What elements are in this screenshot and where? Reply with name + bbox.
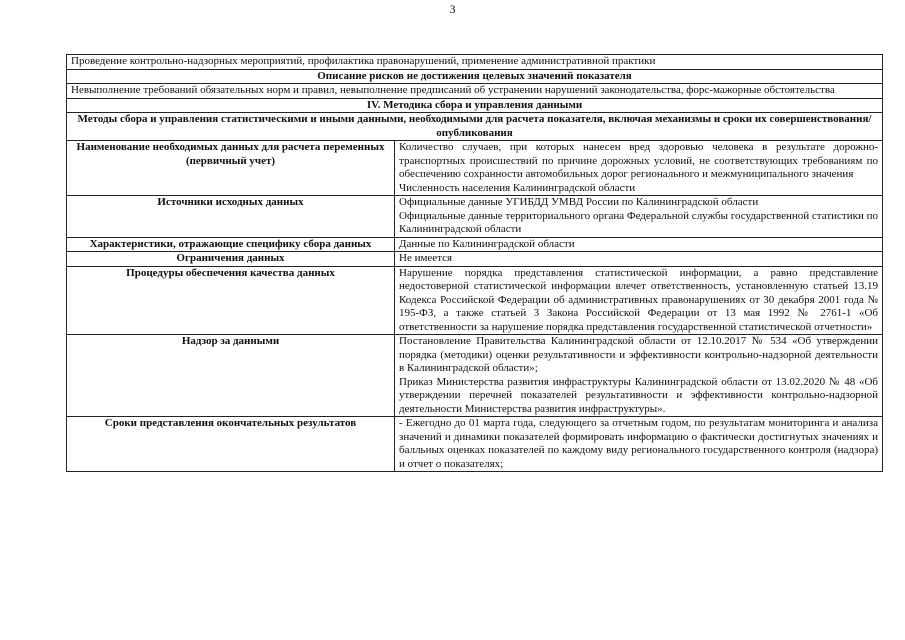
table-row: [67, 141, 883, 196]
limitations-value: Не имеется: [395, 252, 883, 267]
risks-heading: Описание рисков не достижения целевых значений показателя: [67, 69, 883, 84]
table-row: [67, 417, 883, 472]
risks-text: Невыполнение требований обязательных норм и правил, невыполнение предписаний об устранении нарушений законодательства, форс-мажорные обстоятельства: [67, 84, 883, 99]
table-row: [67, 55, 883, 70]
section-heading: IV. Методика сбора и управления данными: [67, 98, 883, 113]
table-row: [67, 237, 883, 252]
quality-value: Нарушение порядка представления статистической информации, а равно представление недостоверной статистической информации влечет ответственность, установленную статьей 13.19 Кодекса Российской Федерации об административных правонарушениях от 30 декабря 2001 года № 195-ФЗ, а также статьей 3 Закона Российской Федерации от 13 мая 1992 № 2761-1 «Об ответственности за нарушение порядка представления государственной статистической отчетности»: [395, 266, 883, 335]
sources-label: Источники исходных данных: [67, 196, 395, 238]
supervision-value-line: Постановление Правительства Калининградской области от 12.10.2017 № 534 «Об утверждении порядка (методики) оценки результативности и эффективности контрольно-надзорной деятельности в Калининградской области»;: [399, 335, 878, 374]
table-row: [67, 69, 883, 84]
deadlines-value: - Ежегодно до 01 марта года, следующего за отчетным годом, по результатам мониторинга и анализа значений и динамики показателей формировать информацию о фактически достигнутых значениях и балльных оценках показателей по каждому виду регионального государственного контроля (надзора) и отчет о показателях;: [395, 417, 883, 472]
activities-text: Проведение контрольно-надзорных мероприятий, профилактика правонарушений, применение административной практики: [67, 55, 883, 70]
deadlines-label: Сроки представления окончательных результатов: [67, 417, 395, 472]
limitations-label: Ограничения данных: [67, 252, 395, 267]
sources-value-line: Официальные данные территориального органа Федеральной службы государственной статистики по Калининградской области: [399, 209, 878, 235]
table-row: [67, 266, 883, 335]
sources-value-line: Официальные данные УГИБДД УМВД России по Калининградской области: [399, 196, 759, 208]
characteristics-label: Характеристики, отражающие специфику сбора данных: [67, 237, 395, 252]
supervision-value-line: Приказ Министерства развития инфраструктуры Калининградской области от 13.02.2020 № 48 «Об утверждении перечней показателей результативности и эффективности контрольно-надзорной деятельности Министерства развития инфраструктуры».: [399, 375, 878, 415]
supervision-value: [395, 335, 883, 417]
table-row: [67, 113, 883, 141]
table-row: [67, 252, 883, 267]
sources-value: [395, 196, 883, 238]
table-row: [67, 196, 883, 238]
table-row: [67, 98, 883, 113]
required-data-label: Наименование необходимых данных для расчета переменных (первичный учет): [67, 141, 395, 196]
required-data-value: [395, 141, 883, 196]
supervision-label: Надзор за данными: [67, 335, 395, 417]
indicator-methodology-table: [66, 54, 883, 472]
methods-heading: Методы сбора и управления статистическими и иными данными, необходимыми для расчета показателя, включая механизмы и сроки их совершенствования/опубликования: [67, 113, 883, 141]
required-data-value-line: Численность населения Калининградской области: [399, 181, 636, 194]
required-data-value-line: Количество случаев, при которых нанесен вред здоровью человека в результате дорожно-транспортных происшествий по причине дорожных условий, не соответствующих требованиям по обеспечению сохранности автомобильных дорог регионального и межмуниципального значения: [399, 141, 878, 180]
page-number: 3: [449, 2, 456, 16]
quality-label: Процедуры обеспечения качества данных: [67, 266, 395, 335]
table-row: [67, 84, 883, 99]
characteristics-value: Данные по Калининградской области: [395, 237, 883, 252]
table-row: [67, 335, 883, 417]
